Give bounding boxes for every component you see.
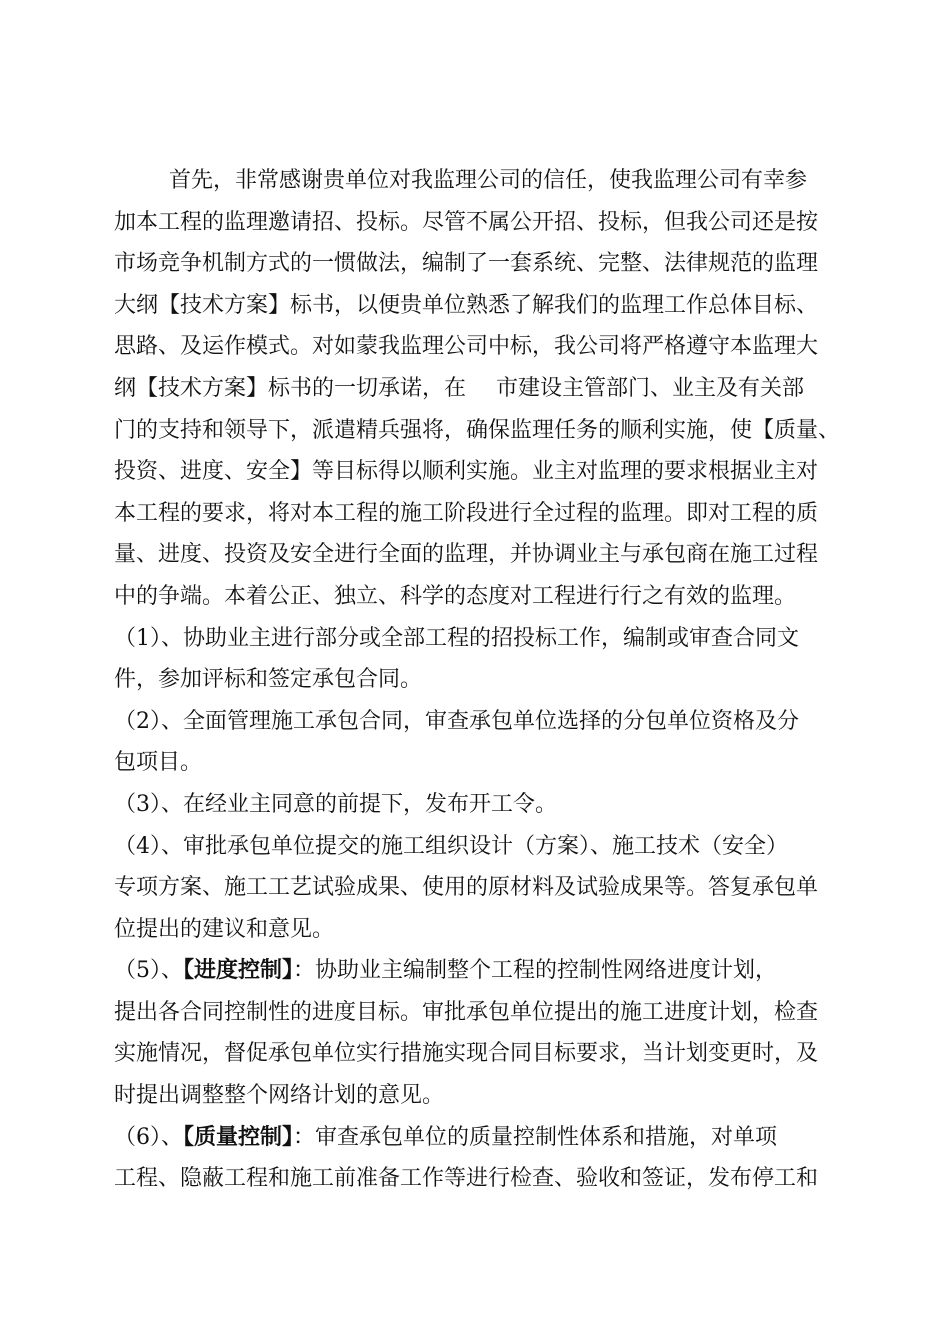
- intro-line: 市场竞争机制方式的一惯做法，编制了一套系统、完整、法律规范的监理: [114, 251, 819, 277]
- intro-line: [114, 368, 850, 410]
- item-6-text: ：审查承包单位的质量控制性体系和措施，对单项: [293, 1124, 778, 1150]
- intro-line: 思路、及运作模式。对如蒙我监理公司中标，我公司将严格遵守本监理大: [114, 334, 819, 360]
- list-item-1-cont: 件，参加评标和签定承包合同。: [114, 667, 423, 693]
- list-item-5: [114, 950, 850, 992]
- list-item-4: （4）、审批承包单位提交的施工组织设计（方案）、施工技术（安全）: [114, 833, 788, 859]
- list-item-4-cont: 专项方案、施工工艺试验成果、使用的原材料及试验成果等。答复承包单: [114, 875, 819, 901]
- list-item-5-cont: 实施情况，督促承包单位实行措施实现合同目标要求，当计划变更时，及: [114, 1041, 819, 1067]
- intro-line-part: 纲【技术方案】标书的一切承诺，在: [114, 375, 467, 401]
- document-body: [114, 160, 850, 1200]
- list-item-1: （1）、协助业主进行部分或全部工程的招投标工作，编制或审查合同文: [114, 625, 799, 651]
- list-item-3: （3）、在经业主同意的前提下，发布开工令。: [114, 791, 557, 817]
- intro-line: 中的争端。本着公正、独立、科学的态度对工程进行行之有效的监理。: [114, 583, 797, 609]
- intro-line: 投资、进度、安全】等目标得以顺利实施。业主对监理的要求根据业主对: [114, 459, 819, 485]
- intro-line: 加本工程的监理邀请招、投标。尽管不属公开招、投标，但我公司还是按: [114, 209, 819, 235]
- list-item-5-cont: 提出各合同控制性的进度目标。审批承包单位提出的施工进度计划，检查: [114, 999, 819, 1025]
- list-item-5-cont: 时提出调整整个网络计划的意见。: [114, 1083, 445, 1109]
- list-item-4-cont: 位提出的建议和意见。: [114, 916, 335, 942]
- item-6-heading: 【质量控制】: [183, 1123, 294, 1150]
- list-item-2-cont: 包项目。: [114, 750, 203, 776]
- item-5-text: ：协助业主编制整个工程的控制性网络进度计划，: [293, 958, 778, 984]
- list-item-6: [114, 1117, 850, 1159]
- list-item-2: （2）、全面管理施工承包合同，审查承包单位选择的分包单位资格及分: [114, 708, 799, 734]
- item-5-heading: 【进度控制】: [183, 957, 294, 984]
- intro-line: 首先，非常感谢贵单位对我监理公司的信任，使我监理公司有幸参: [169, 168, 808, 193]
- item-6-prefix: （6）、: [114, 1124, 183, 1150]
- intro-line: 大纲【技术方案】标书，以便贵单位熟悉了解我们的监理工作总体目标、: [114, 292, 819, 318]
- intro-line: 本工程的要求，将对本工程的施工阶段进行全过程的监理。即对工程的质: [114, 500, 819, 526]
- intro-line: 门的支持和领导下，派遣精兵强将，确保监理任务的顺利实施，使【质量、: [114, 417, 841, 443]
- list-item-6-cont: 工程、隐蔽工程和施工前准备工作等进行检查、验收和签证，发布停工和: [114, 1166, 819, 1192]
- item-5-prefix: （5）、: [114, 958, 183, 984]
- intro-line-part: 市建设主管部门、业主及有关部: [496, 375, 805, 401]
- intro-line: 量、进度、投资及安全进行全面的监理，并协调业主与承包商在施工过程: [114, 542, 819, 568]
